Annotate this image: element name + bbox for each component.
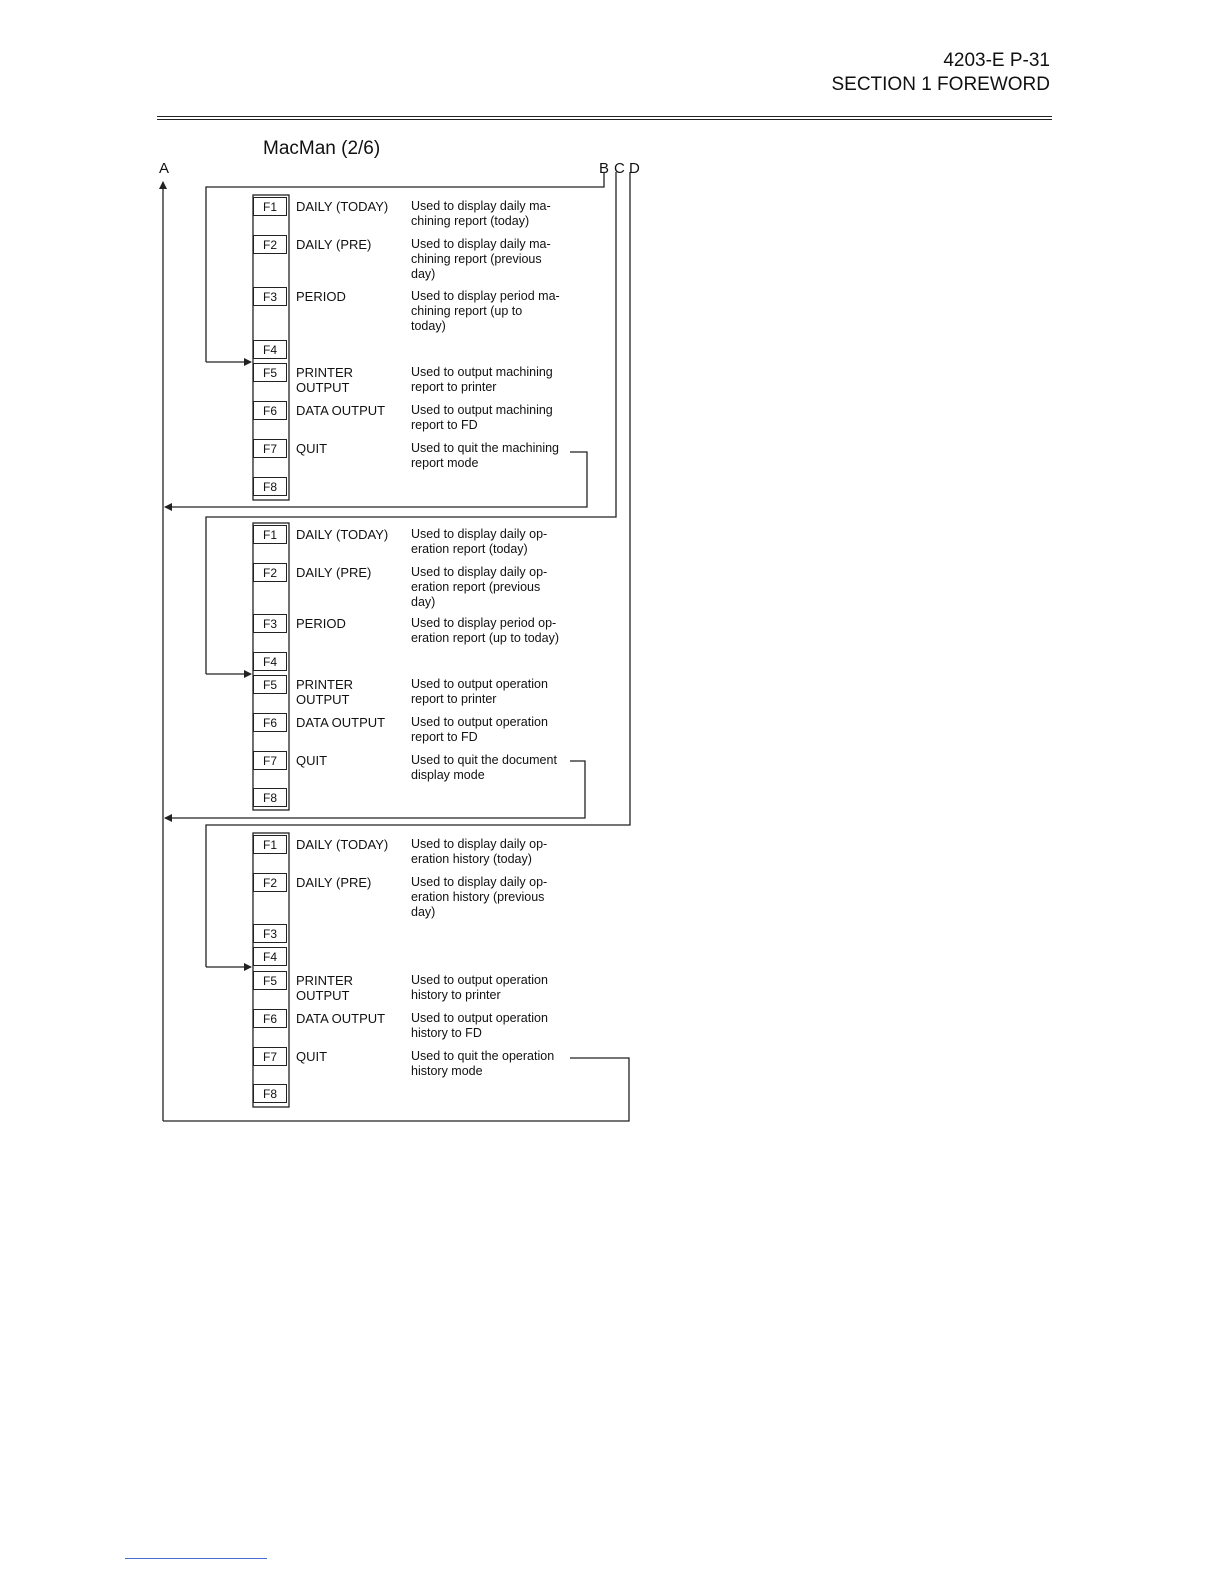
function-label: QUIT xyxy=(296,753,328,768)
function-description: Used to display daily op- eration report (today) xyxy=(411,527,548,556)
function-description: Used to display period ma- chining report (up to today) xyxy=(411,289,560,333)
function-description: Used to output operation report to FD xyxy=(411,715,548,744)
function-label: PRINTER OUTPUT xyxy=(296,365,354,395)
function-key-f2: F2 xyxy=(253,563,287,582)
function-key-f5: F5 xyxy=(253,363,287,382)
footer-rule xyxy=(125,1558,267,1559)
function-label: DATA OUTPUT xyxy=(296,715,386,730)
function-key-f8: F8 xyxy=(253,477,287,496)
function-key-f1: F1 xyxy=(253,197,287,216)
function-label: QUIT xyxy=(296,1049,328,1064)
function-label: PERIOD xyxy=(296,616,346,631)
function-label: PRINTER OUTPUT xyxy=(296,677,354,707)
function-description: Used to display daily ma- chining report (today) xyxy=(411,199,551,228)
function-description: Used to output machining report to printer xyxy=(411,365,553,394)
function-description: Used to quit the operation history mode xyxy=(411,1049,555,1078)
function-label: DATA OUTPUT xyxy=(296,1011,386,1026)
function-label: QUIT xyxy=(296,441,328,456)
function-description: Used to output operation history to printer xyxy=(411,973,548,1002)
function-label: DAILY (TODAY) xyxy=(296,527,389,542)
function-key-f4: F4 xyxy=(253,947,287,966)
function-key-f6: F6 xyxy=(253,713,287,732)
function-description: Used to quit the machining report mode xyxy=(411,441,560,470)
function-key-f3: F3 xyxy=(253,924,287,943)
function-key-f6: F6 xyxy=(253,1009,287,1028)
section-heading: SECTION 1 FOREWORD xyxy=(831,74,1050,95)
function-key-f5: F5 xyxy=(253,675,287,694)
function-key-f7: F7 xyxy=(253,1047,287,1066)
connector-b-label: B xyxy=(599,160,610,177)
function-description: Used to output operation history to FD xyxy=(411,1011,548,1040)
function-key-f4: F4 xyxy=(253,652,287,671)
function-key-f5: F5 xyxy=(253,971,287,990)
function-key-f2: F2 xyxy=(253,873,287,892)
function-label: PRINTER OUTPUT xyxy=(296,973,354,1003)
function-label: DAILY (PRE) xyxy=(296,565,372,580)
function-key-f7: F7 xyxy=(253,439,287,458)
function-key-f3: F3 xyxy=(253,614,287,633)
function-key-f6: F6 xyxy=(253,401,287,420)
function-key-f3: F3 xyxy=(253,287,287,306)
function-description: Used to display daily ma- chining report (previous day) xyxy=(411,237,551,281)
function-description: Used to display daily op- eration report (previous day) xyxy=(411,565,548,609)
connector-d-label: D xyxy=(629,160,640,177)
function-description: Used to output machining report to FD xyxy=(411,403,553,432)
function-key-f1: F1 xyxy=(253,525,287,544)
function-key-f1: F1 xyxy=(253,835,287,854)
function-description: Used to output operation report to printer xyxy=(411,677,548,706)
connector-a-label: A xyxy=(159,160,170,177)
function-label: DAILY (TODAY) xyxy=(296,837,389,852)
function-description: Used to display period op- eration report (up to today) xyxy=(411,616,559,645)
function-description: Used to display daily op- eration history (previous day) xyxy=(411,875,548,919)
function-key-f7: F7 xyxy=(253,751,287,770)
function-description: Used to quit the document display mode xyxy=(411,753,557,782)
function-label: DAILY (PRE) xyxy=(296,237,372,252)
diagram-title: MacMan (2/6) xyxy=(263,138,381,159)
connector-c-label: C xyxy=(614,160,625,177)
function-key-f8: F8 xyxy=(253,1084,287,1103)
function-label: DAILY (PRE) xyxy=(296,875,372,890)
function-description: Used to display daily op- eration history (today) xyxy=(411,837,548,866)
function-key-f8: F8 xyxy=(253,788,287,807)
function-key-f4: F4 xyxy=(253,340,287,359)
function-label: PERIOD xyxy=(296,289,346,304)
function-label: DATA OUTPUT xyxy=(296,403,386,418)
function-key-f2: F2 xyxy=(253,235,287,254)
page-reference: 4203-E P-31 xyxy=(943,50,1050,71)
function-label: DAILY (TODAY) xyxy=(296,199,389,214)
